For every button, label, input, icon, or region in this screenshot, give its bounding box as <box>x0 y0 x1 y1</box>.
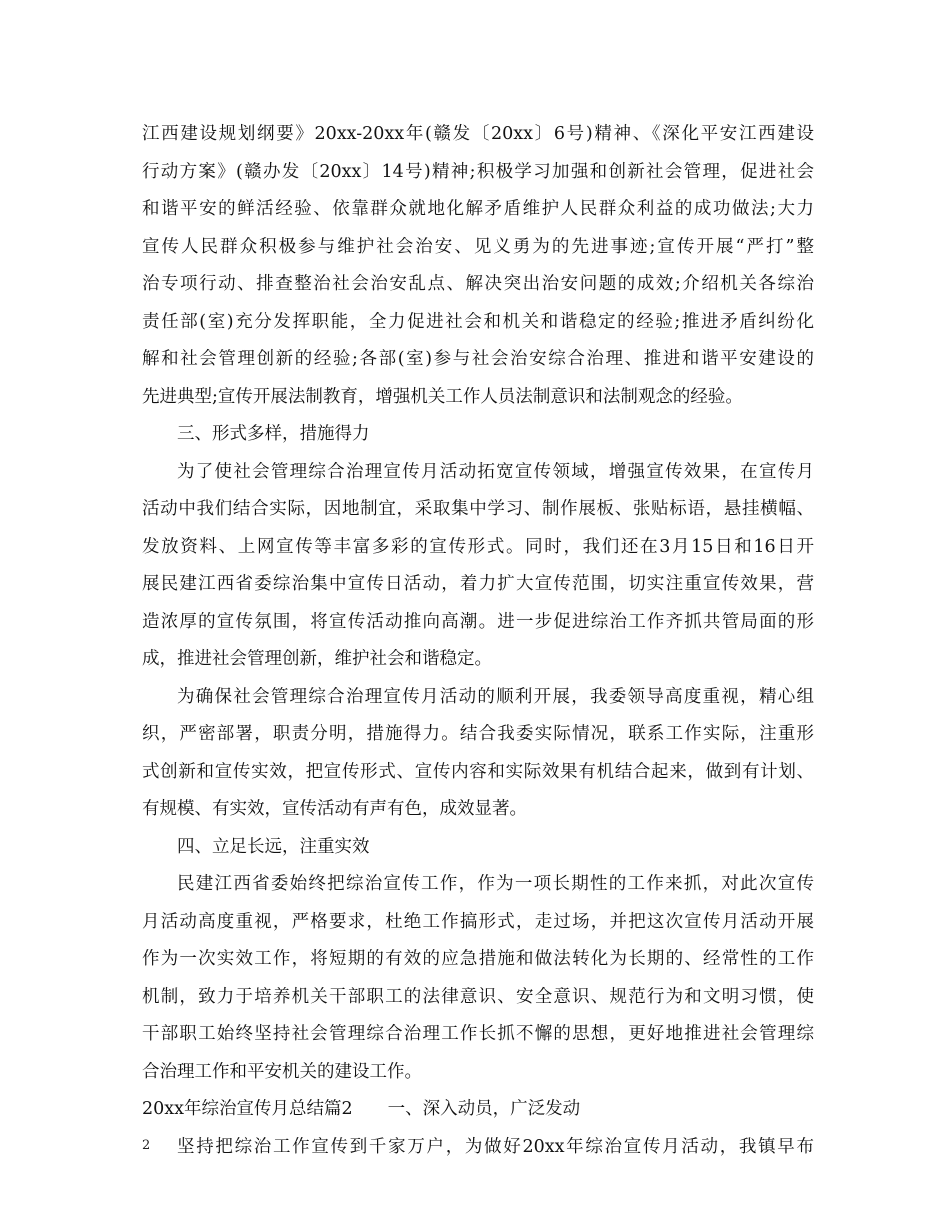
text-line: 和谐平安的鲜活经验、依靠群众就地化解矛盾维护人民群众利益的成功做法;大力 <box>142 199 814 219</box>
text-line: 为确保社会管理综合治理宣传月活动的顺利开展，我委领导高度重视，精心组 <box>177 686 814 707</box>
text-line: 作为一次实效工作，将短期的有效的应急措施和做法转化为长期的、经常性的工作 <box>142 949 814 969</box>
text-line: 成，推进社会管理创新，维护社会和谐稳定。 <box>142 649 492 669</box>
page-number: 2 <box>142 1138 151 1153</box>
text-line: 造浓厚的宣传氛围，将宣传活动推向高潮。进一步促进综治工作齐抓共管局面的形 <box>142 611 814 632</box>
text-line: 坚持把综治工作宣传到千家万户，为做好20xx年综治宣传月活动，我镇早布 <box>177 1136 814 1157</box>
text-line: 机制，致力于培养机关干部职工的法律意识、安全意识、规范行为和文明习惯，使 <box>142 986 814 1007</box>
text-line: 发放资料、上网宣传等丰富多彩的宣传形式。同时，我们还在3月15日和16日开 <box>142 536 814 557</box>
text-line: 织，严密部署，职责分明，措施得力。结合我委实际情况，联系工作实际，注重形 <box>142 724 814 744</box>
text-line: 有规模、有实效，宣传活动有声有色，成效显著。 <box>142 799 527 819</box>
text-line: 月活动高度重视，严格要求，杜绝工作搞形式，走过场，并把这次宣传月活动开展 <box>142 911 814 932</box>
text-line: 展民建江西省委综治集中宣传日活动，着力扩大宣传范围，切实注重宣传效果，营 <box>142 574 814 594</box>
text-line: 责任部(室)充分发挥职能，全力促进社会和机关和谐稳定的经验;推进矛盾纠纷化 <box>142 311 814 332</box>
text-line: 干部职工始终坚持社会管理综合治理工作长抓不懈的思想，更好地推进社会管理综 <box>142 1024 814 1044</box>
text-line: 民建江西省委始终把综治宣传工作，作为一项长期性的工作来抓，对此次宣传 <box>177 874 814 894</box>
text-line: 解和社会管理创新的经验;各部(室)参与社会治安综合治理、推进和谐平安建设的 <box>142 349 814 369</box>
text-line: 式创新和宣传实效，把宣传形式、宣传内容和实际效果有机结合起来，做到有计划、 <box>142 761 814 782</box>
text-line: 20xx年综治宣传月总结篇2 一、深入动员，广泛发动 <box>142 1099 581 1119</box>
text-line: 活动中我们结合实际，因地制宜，采取集中学习、制作展板、张贴标语，悬挂横幅、 <box>142 499 814 519</box>
text-line: 合治理工作和平安机关的建设工作。 <box>142 1061 422 1082</box>
text-line: 先进典型;宣传开展法制教育，增强机关工作人员法制意识和法制观念的经验。 <box>142 386 743 407</box>
text-line: 治专项行动、排查整治社会治安乱点、解决突出治安问题的成效;介绍机关各综治 <box>142 274 814 294</box>
text-line: 行动方案》(赣办发〔20xx〕14号)精神;积极学习加强和创新社会管理，促进社会 <box>142 161 814 182</box>
text-line: 三、形式多样，措施得力 <box>177 424 370 444</box>
text-line: 江西建设规划纲要》20xx-20xx年(赣发〔20xx〕6号)精神、《深化平安江西建设 <box>142 124 814 144</box>
text-line: 为了使社会管理综合治理宣传月活动拓宽宣传领域，增强宣传效果，在宣传月 <box>177 461 814 482</box>
text-line: 四、立足长远，注重实效 <box>177 836 370 857</box>
document-body <box>142 116 814 1166</box>
text-line: 宣传人民群众积极参与维护社会治安、见义勇为的先进事迹;宣传开展“严打”整 <box>142 236 814 257</box>
